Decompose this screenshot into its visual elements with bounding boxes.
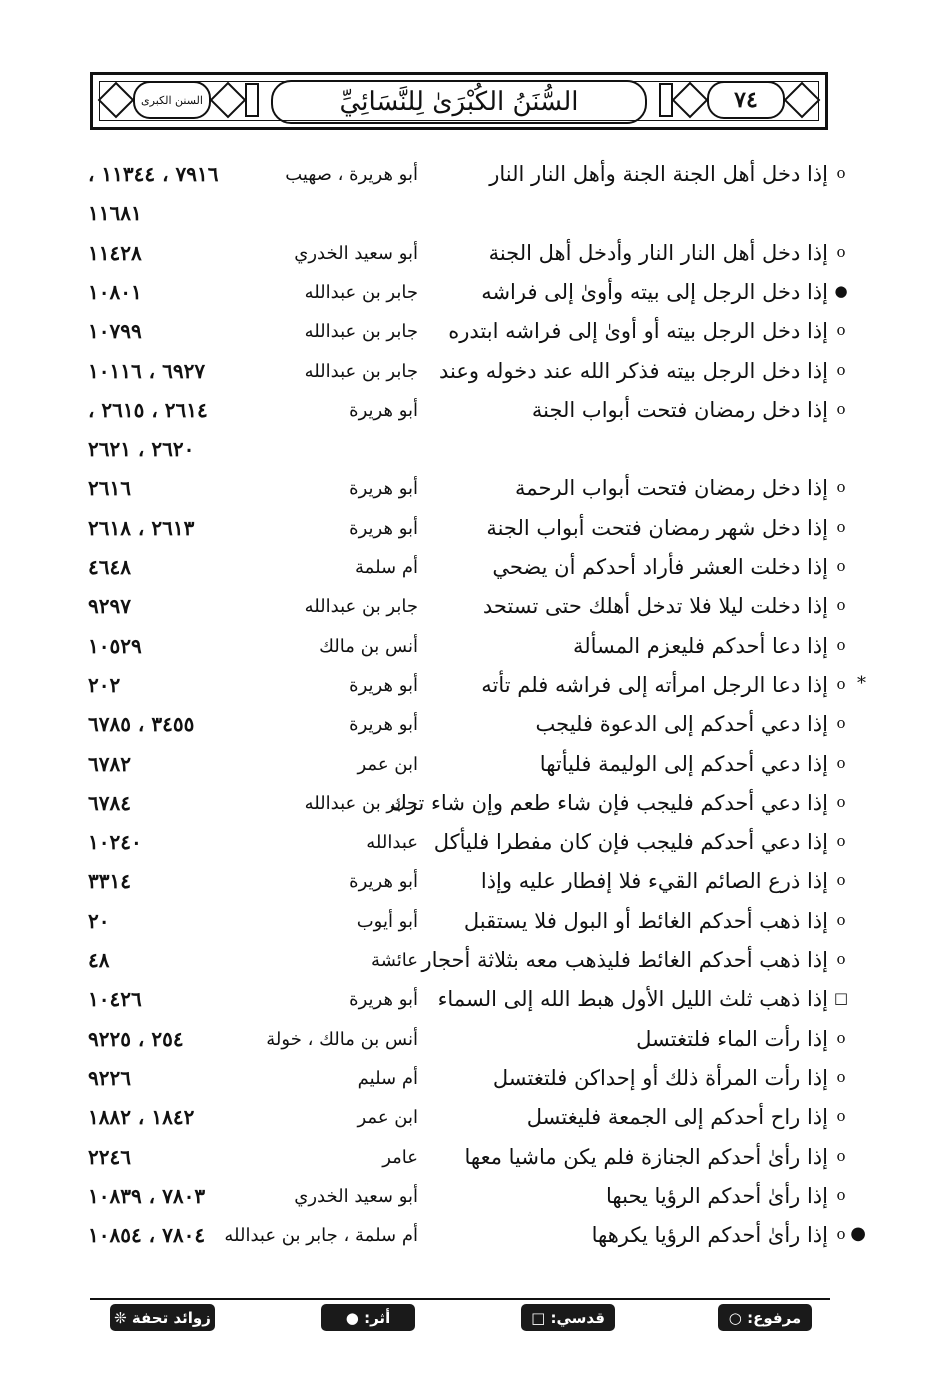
narrator-name: أبو هريرة (349, 399, 418, 421)
index-row (88, 708, 848, 742)
hadith-opening-text: إذا دخل شهر رمضان فتحت أبواب الجنة (486, 515, 828, 540)
narrator-name: أبو سعيد الخدري (294, 1185, 418, 1207)
reference-numbers: ١٨٤٢ ، ١٨٨٢ (88, 1105, 195, 1130)
row-marker: o (836, 753, 846, 772)
hadith-opening-text: إذا دخل الرجل إلى بيته وأوىٰ إلى فراشه (481, 279, 828, 304)
reference-numbers: ٢٦١٤ ، ٢٦١٥ ، (88, 397, 208, 422)
row-marker: o (836, 596, 846, 615)
reference-numbers: ٣٣١٤ (88, 869, 131, 894)
ornament-knot (672, 82, 709, 119)
narrator-name: عائشة (371, 950, 418, 971)
row-marker: o (836, 635, 846, 654)
index-row (88, 590, 848, 624)
index-row (88, 1180, 848, 1214)
reference-numbers: ١٠٥٢٩ (88, 633, 142, 658)
index-row (88, 551, 848, 585)
reference-numbers: ١٠٧٩٩ (88, 319, 142, 344)
reference-numbers: ٤٨ (88, 948, 110, 972)
row-marker: o (836, 1146, 846, 1165)
legend-qudsi: قدسي: □ (521, 1304, 615, 1331)
row-marker: o (836, 242, 846, 261)
reference-numbers: ٢٠ (88, 908, 110, 933)
reference-numbers: ٩٢٢٦ (88, 1065, 131, 1090)
reference-numbers: ٩٢٩٧ (88, 594, 131, 619)
narrator-name: أبو هريرة (349, 674, 418, 696)
index-row (88, 787, 848, 821)
reference-numbers: ٢٠٢ (88, 672, 121, 697)
reference-numbers: ١١٦٨١ (88, 201, 142, 226)
row-marker: o (836, 950, 846, 968)
reference-numbers: ٢٦٢٠ ، ٢٦٢١ (88, 437, 195, 462)
index-row (88, 748, 848, 782)
index-row (88, 826, 848, 860)
narrator-name: عامر (382, 1146, 418, 1168)
row-marker: o (836, 399, 846, 418)
index-row (88, 158, 848, 192)
legend-athar: أثر: ● (321, 1304, 415, 1331)
legend-zawaid: زوائد تحفة ❊ (110, 1304, 215, 1331)
narrator-name: أبو أيوب (356, 910, 418, 932)
row-marker: o (836, 1028, 846, 1047)
hadith-opening-text: إذا ذهب ثلث الليل الأول هبط الله إلى السماء (437, 987, 828, 1012)
hadith-opening-text: إذا دخل الرجل بيته أو أوىٰ إلى فراشه ابتدره (448, 319, 828, 344)
narrator-name: جابر بن عبدالله (304, 281, 418, 303)
hadith-opening-text: إذا رأىٰ أحدكم الرؤيا يحبها (606, 1183, 828, 1208)
ornament-knot (784, 82, 821, 119)
row-marker: o (836, 1107, 846, 1126)
row-extra-marker: * (857, 672, 866, 694)
narrator-name: جابر بن عبدالله (304, 360, 418, 382)
narrator-name: أبو هريرة ، صهيب (285, 164, 418, 185)
narrator-name: أم سلمة (355, 557, 418, 578)
index-row (88, 433, 848, 467)
reference-numbers: ٦٧٨٤ (88, 790, 131, 815)
index-row (88, 865, 848, 899)
hadith-opening-text: إذا رأىٰ أحدكم الرؤيا يكرهها (591, 1223, 828, 1248)
index-row (88, 315, 848, 349)
row-marker: o (836, 164, 846, 182)
row-marker: o (836, 1225, 846, 1244)
book-logo: السنن الكبرى (133, 81, 211, 119)
index-row (88, 1101, 848, 1135)
row-marker: o (836, 714, 846, 733)
narrator-name: ابن عمر (357, 1107, 418, 1129)
row-marker: □ (833, 989, 848, 1008)
row-marker: o (836, 871, 846, 890)
reference-numbers: ٧٨٠٤ ، ١٠٨٥٤ (88, 1223, 206, 1248)
narrator-name: جابر بن عبدالله (304, 792, 418, 814)
hadith-opening-text: إذا دعا الرجل امرأته إلى فراشه فلم تأته (481, 672, 828, 697)
reference-numbers: ٢٥٤ ، ٩٢٢٥ (88, 1026, 184, 1051)
page-header (90, 72, 828, 130)
narrator-name: ابن عمر (357, 753, 418, 775)
narrator-name: أنس بن مالك (319, 635, 418, 657)
narrator-name: أم سلمة ، جابر بن عبدالله (224, 1225, 418, 1247)
narrator-name: جابر بن عبدالله (304, 596, 418, 618)
hadith-opening-text: إذا دعي أحدكم فليجب فإن كان مفطرا فليأكل (433, 830, 828, 855)
row-marker: o (836, 832, 846, 851)
row-marker: o (836, 478, 846, 497)
book-title: السُّنَنُ الكُبْرَىٰ لِلنَّسَائِيِّ (271, 80, 647, 124)
reference-numbers: ٣٤٥٥ ، ٦٧٨٥ (88, 712, 195, 737)
index-row (88, 630, 848, 664)
hadith-opening-text: إذا ذهب أحدكم الغائط فليذهب معه بثلاثة أحجار (421, 948, 828, 972)
hadith-opening-text: إذا دخلت ليلا فلا تدخل أهلك حتى تستحد (482, 594, 828, 619)
reference-numbers: ٦٩٢٧ ، ١٠١١٦ (88, 358, 206, 383)
reference-numbers: ٧٨٠٣ ، ١٠٨٣٩ (88, 1183, 206, 1208)
hadith-opening-text: إذا دخل أهل النار النار وأدخل أهل الجنة (488, 240, 828, 265)
reference-numbers: ١١٤٢٨ (88, 240, 142, 265)
narrator-name: جابر بن عبدالله (304, 321, 418, 343)
hadith-opening-text: إذا ذرع الصائم القيء فلا إفطار عليه وإذا (480, 869, 828, 894)
index-row (88, 1062, 848, 1096)
index-row (88, 1141, 848, 1175)
row-marker: o (836, 557, 846, 575)
narrator-name: أبو هريرة (349, 989, 418, 1011)
hadith-opening-text: إذا دعي أحدكم إلى الوليمة فليأتها (539, 751, 828, 776)
narrator-name: أبو هريرة (349, 478, 418, 500)
index-row (88, 394, 848, 428)
row-marker: o (836, 1067, 846, 1086)
index-row (88, 472, 848, 506)
reference-numbers: ٢٦١٣ ، ٢٦١٨ (88, 515, 195, 540)
hadith-opening-text: إذا دعي أحدكم فليجب فإن شاء طعم وإن شاء ترك (389, 790, 828, 815)
ornament-knot (98, 82, 135, 119)
reference-numbers: ٢٦١٦ (88, 476, 131, 501)
page-number: ٧٤ (707, 81, 785, 119)
index-row (88, 905, 848, 939)
footer-rule (90, 1298, 830, 1300)
reference-numbers: ٤٦٤٨ (88, 555, 131, 579)
reference-numbers: ١٠٤٢٦ (88, 987, 142, 1012)
index-row (88, 983, 848, 1017)
legend-marfu: مرفوع: ○ (718, 1304, 812, 1331)
index-row (88, 669, 866, 703)
hadith-opening-text: إذا دخل رمضان فتحت أبواب الرحمة (515, 476, 828, 501)
hadith-opening-text: إذا دعي أحدكم إلى الدعوة فليجب (535, 712, 828, 737)
reference-numbers: ٧٩١٦ ، ١١٣٤٤ ، (88, 162, 219, 186)
hadith-opening-text: إذا دخل الرجل بيته فذكر الله عند دخوله وعند (439, 358, 828, 383)
hadith-opening-text: إذا رأىٰ أحدكم الجنازة فلم يكن ماشيا معها (464, 1144, 828, 1169)
reference-numbers: ١٠٨٠١ (88, 279, 142, 304)
narrator-name: أبو هريرة (349, 517, 418, 539)
index-row (88, 944, 848, 978)
index-row (88, 197, 848, 231)
index-row (88, 355, 848, 389)
hadith-opening-text: إذا دخل أهل الجنة الجنة وأهل النار النار (489, 162, 828, 186)
row-marker: o (836, 517, 846, 536)
row-marker: o (836, 1185, 846, 1204)
row-marker: o (836, 321, 846, 340)
narrator-name: أبو سعيد الخدري (294, 242, 418, 264)
narrator-name: عبدالله (366, 832, 418, 854)
row-marker: o (836, 910, 846, 929)
ornament-bar (245, 83, 259, 117)
index-row (88, 512, 848, 546)
hadith-opening-text: إذا رأت المرأة ذلك أو إحداكن فلتغتسل (492, 1065, 828, 1090)
index-row (88, 276, 848, 310)
reference-numbers: ٦٧٨٢ (88, 751, 131, 776)
index-row (88, 237, 848, 271)
hadith-opening-text: إذا دخل رمضان فتحت أبواب الجنة (531, 397, 828, 422)
index-row (88, 1219, 866, 1253)
reference-numbers: ٢٢٤٦ (88, 1144, 131, 1169)
ornament-knot (210, 82, 247, 119)
narrator-name: أم سليم (357, 1067, 418, 1089)
row-marker: o (836, 360, 846, 379)
header-left-ornament (103, 80, 259, 120)
hadith-opening-text: إذا دعا أحدكم فليعزم المسألة (572, 633, 828, 658)
hadith-opening-text: إذا راح أحدكم إلى الجمعة فليغتسل (526, 1105, 828, 1130)
row-extra-marker: ● (850, 1223, 866, 1245)
row-marker: o (836, 792, 846, 811)
hadith-opening-text: إذا ذهب أحدكم الغائط أو البول فلا يستقبل (463, 908, 828, 933)
narrator-name: أبو هريرة (349, 714, 418, 736)
hadith-opening-text: إذا رأت الماء فلتغتسل (636, 1026, 828, 1051)
narrator-name: أبو هريرة (349, 871, 418, 893)
narrator-name: أنس بن مالك ، خولة (266, 1028, 418, 1050)
row-marker: ● (834, 281, 848, 300)
reference-numbers: ١٠٢٤٠ (88, 830, 142, 855)
hadith-opening-text: إذا دخلت العشر فأراد أحدكم أن يضحي (492, 555, 828, 579)
header-right-ornament (659, 80, 815, 120)
index-row (88, 1023, 848, 1057)
row-marker: o (836, 674, 846, 693)
